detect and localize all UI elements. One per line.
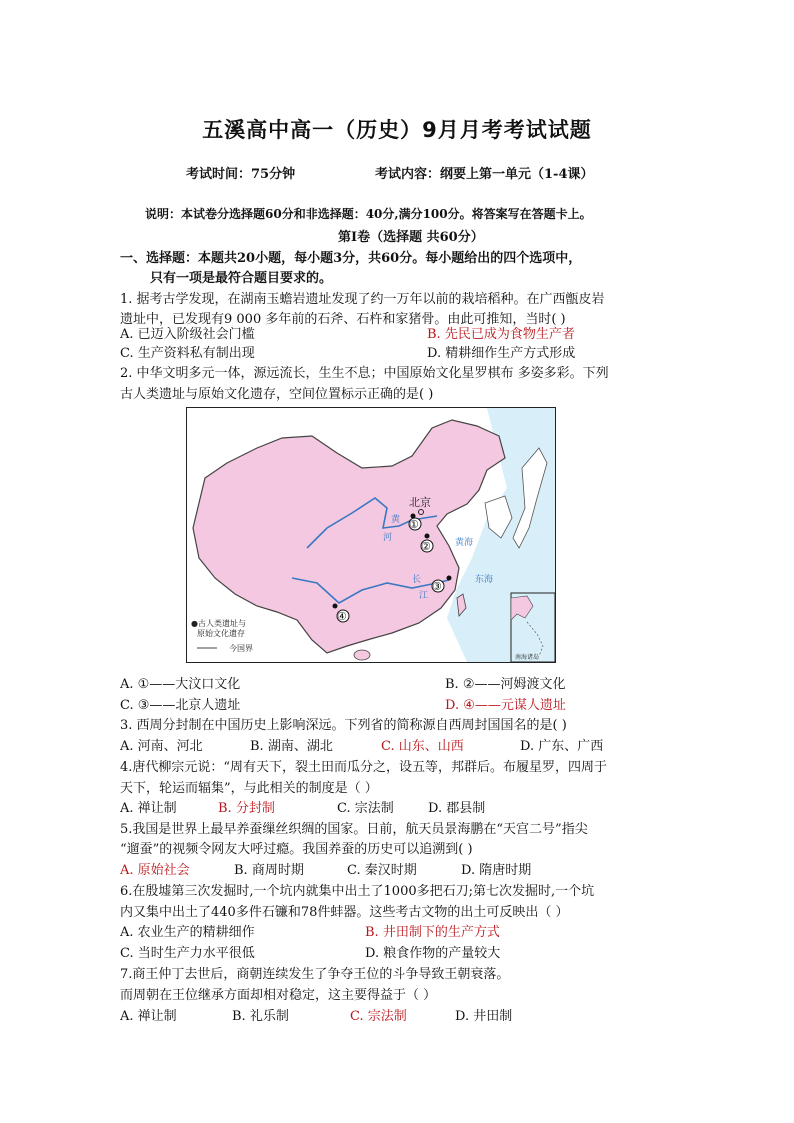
- yellow-river-label-2: 河: [383, 533, 393, 543]
- q6-stem-line-2: 内又集中出土了440多件石镰和78件蚌器。这些考古文物的出土可反映出（ ）: [120, 905, 569, 920]
- china-map-svg: [187, 408, 555, 662]
- q6-stem-line-1: 6.在殷墟第三次发掘时,一个坑内就集中出土了1000多把石刀;第七次发掘时,一个坑: [120, 884, 595, 899]
- yangtze-label-2: 江: [419, 591, 429, 601]
- site-3-dot: [447, 576, 452, 581]
- q6-option-d: D. 粮食作物的产量较大: [365, 946, 501, 961]
- q6-option-a: A. 农业生产的精耕细作: [120, 925, 255, 940]
- yellow-river-label-1: 黄: [391, 515, 401, 525]
- hainan-island: [354, 650, 370, 660]
- q4-stem-line-2: 天下，轮运而辐集”，与此相关的制度是（ ）: [120, 781, 378, 796]
- site-4-dot: [333, 604, 338, 609]
- section-title-line-2: 只有一项是最符合题目要求的。: [150, 271, 333, 286]
- q2-option-a: A. ①——大汶口文化: [120, 677, 241, 692]
- q2-option-c: C. ③——北京人遗址: [120, 698, 241, 713]
- q7-option-b: B. 礼乐制: [232, 1009, 289, 1024]
- q2-stem-line-1: 2. 中华文明多元一体，源远流长，生生不息；中国原始文化星罗棋布 多姿多彩。下列: [120, 366, 609, 381]
- q1-stem-line-2: 遗址中，已发现有9 000 多年前的石斧、石杵和家猪骨。由此可推知，当时( ): [120, 312, 566, 327]
- site-3-label: ③: [432, 580, 442, 593]
- q2-option-b: B. ②——河姆渡文化: [445, 677, 566, 692]
- donghai-label: 东海: [475, 575, 494, 585]
- q7-option-a: A. 禅让制: [120, 1009, 177, 1024]
- exam-note: 说明：本试卷分选择题60分和非选择题：40分,满分100分。将答案写在答题卡上。: [145, 207, 592, 221]
- yangtze-label-1: 长: [412, 575, 422, 585]
- q1-option-d: D. 精耕细作生产方式形成: [427, 346, 576, 361]
- legend-border-label: 今国界: [229, 644, 253, 653]
- q5-stem-line-1: 5.我国是世界上最早养蚕缫丝织绸的国家。日前，航天员景海鹏在“天宫二号”指尖: [120, 822, 588, 837]
- q4-option-d: D. 郡县制: [428, 801, 486, 816]
- q4-option-c: C. 宗法制: [337, 801, 394, 816]
- volume-title: 第Ⅰ卷（选择题 共60分）: [338, 230, 484, 245]
- q3-option-d: D. 广东、广西: [520, 739, 604, 754]
- q5-option-a: A. 原始社会: [120, 863, 190, 878]
- q7-stem-line-2: 而周朝在王位继承方面却相对稳定，这主要得益于（ ）: [120, 988, 437, 1003]
- beijing-label: 北京: [409, 496, 431, 509]
- exam-time: 考试时间：75分钟: [186, 167, 296, 182]
- q2-stem-line-2: 古人类遗址与原始文化遗存，空间位置标示正确的是( ): [120, 387, 434, 402]
- q5-stem-line-2: “遛蚕”的视频令网友大呼过瘾。我国养蚕的历史可以追溯到( ): [120, 842, 473, 857]
- site-2-label: ②: [421, 540, 431, 553]
- q1-option-c: C. 生产资料私有制出现: [120, 346, 255, 361]
- q6-option-b: B. 井田制下的生产方式: [365, 925, 500, 940]
- huanghai-label: 黄海: [455, 538, 474, 548]
- site-2-dot: [425, 534, 430, 539]
- china-map: [186, 407, 556, 663]
- q5-option-b: B. 商周时期: [234, 863, 304, 878]
- q3-option-a: A. 河南、河北: [120, 739, 203, 754]
- q3-stem: 3. 西周分封制在中国历史上影响深远。下列省的简称源自西周封国国名的是( ): [120, 718, 567, 733]
- q5-option-d: D. 隋唐时期: [461, 863, 532, 878]
- legend-site-line-2: 原始文化遗存: [197, 629, 245, 638]
- q7-option-c: C. 宗法制: [350, 1009, 407, 1024]
- q4-option-a: A. 禅让制: [120, 801, 177, 816]
- legend-site-line-1: ●古人类遗址与: [191, 619, 246, 628]
- q3-option-c: C. 山东、山西: [381, 739, 464, 754]
- q4-option-b: B. 分封制: [218, 801, 275, 816]
- exam-content: 考试内容：纲要上第一单元（1-4课）: [375, 167, 594, 182]
- site-1-label: ①: [409, 518, 419, 531]
- q1-option-a: A. 已迈入阶级社会门槛: [120, 327, 255, 342]
- q1-option-b: B. 先民已成为食物生产者: [427, 327, 575, 342]
- q1-stem-line-1: 1. 据考古学发现，在湖南玉蟾岩遗址发现了约一万年以前的栽培稻种。在广西甑皮岩: [120, 292, 605, 307]
- q3-option-b: B. 湖南、湖北: [250, 739, 333, 754]
- page-title: 五溪高中高一（历史）9月月考考试试题: [202, 118, 592, 142]
- inset-label: 南海诸岛: [515, 654, 540, 661]
- q4-stem-line-1: 4.唐代柳宗元说：“周有天下，裂土田而瓜分之，设五等，邦群后。布履星罗，四周于: [120, 760, 608, 775]
- q6-option-c: C. 当时生产力水平很低: [120, 946, 255, 961]
- q2-option-d: D. ④——元谋人遗址: [445, 698, 566, 713]
- site-4-label: ④: [337, 610, 347, 623]
- q7-stem-line-1: 7.商王仲丁去世后，商朝连续发生了争夺王位的斗争导致王朝衰落。: [120, 967, 510, 982]
- q5-option-c: C. 秦汉时期: [347, 863, 417, 878]
- q7-option-d: D. 井田制: [455, 1009, 513, 1024]
- section-title-line-1: 一、选择题：本题共20小题，每小题3分，共60分。每小题给出的四个选项中，: [120, 251, 582, 266]
